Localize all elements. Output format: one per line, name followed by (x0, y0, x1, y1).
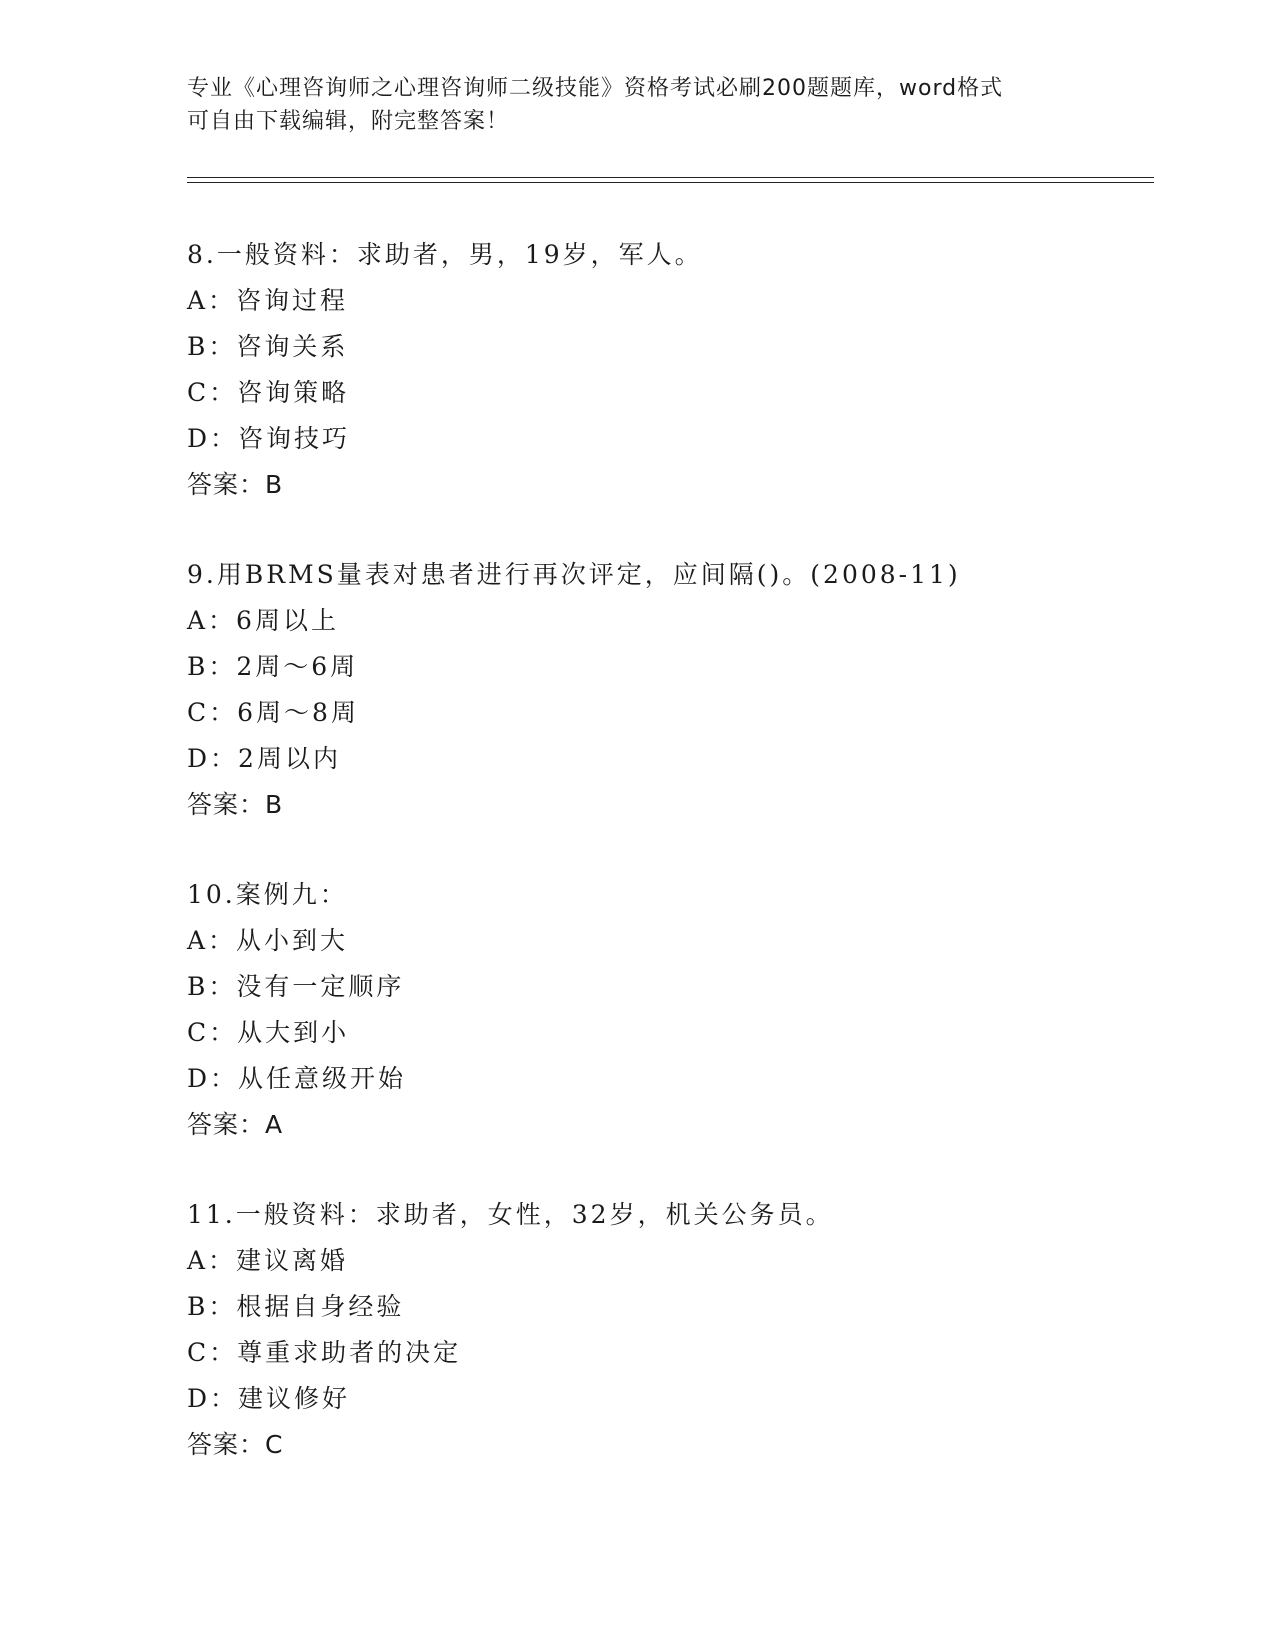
option-c: C：尊重求助者的决定 (187, 1338, 462, 1367)
option-d: D：2周以内 (187, 744, 341, 773)
question-stem: 11.一般资料：求助者，女性，32岁，机关公务员。 (187, 1200, 834, 1229)
answer: 答案：A (187, 1110, 284, 1139)
question-list (187, 232, 1147, 1512)
option-a: A：咨询过程 (187, 286, 349, 315)
question-item (187, 552, 1147, 828)
question-stem: 8.一般资料：求助者，男，19岁，军人。 (187, 240, 703, 269)
option-d: D：咨询技巧 (187, 424, 351, 453)
question-stem: 10.案例九： (187, 880, 348, 909)
question-stem: 9.用BRMS量表对患者进行再次评定，应间隔()。(2008-11) (187, 560, 961, 589)
answer: 答案：B (187, 470, 284, 499)
option-a: A：6周以上 (187, 606, 339, 635)
option-a: A：建议离婚 (187, 1246, 349, 1275)
option-d: D：从任意级开始 (187, 1064, 407, 1093)
document-header (187, 72, 1077, 138)
option-b: B：没有一定顺序 (187, 972, 405, 1001)
question-item (187, 232, 1147, 508)
question-item (187, 872, 1147, 1148)
option-c: C：从大到小 (187, 1018, 350, 1047)
question-item (187, 1192, 1147, 1468)
option-c: C：6周～8周 (187, 698, 359, 727)
answer: 答案：B (187, 790, 284, 819)
header-divider-top (187, 177, 1154, 178)
option-b: B：根据自身经验 (187, 1292, 405, 1321)
header-line-1: 专业《心理咨询师之心理咨询师二级技能》资格考试必刷200题题库，word格式 (187, 76, 1004, 101)
option-b: B：2周～6周 (187, 652, 359, 681)
header-divider-bottom (187, 182, 1154, 183)
option-b: B：咨询关系 (187, 332, 349, 361)
option-a: A：从小到大 (187, 926, 349, 955)
option-d: D：建议修好 (187, 1384, 351, 1413)
answer: 答案：C (187, 1430, 284, 1459)
header-line-2: 可自由下载编辑，附完整答案！ (187, 109, 510, 134)
option-c: C：咨询策略 (187, 378, 350, 407)
